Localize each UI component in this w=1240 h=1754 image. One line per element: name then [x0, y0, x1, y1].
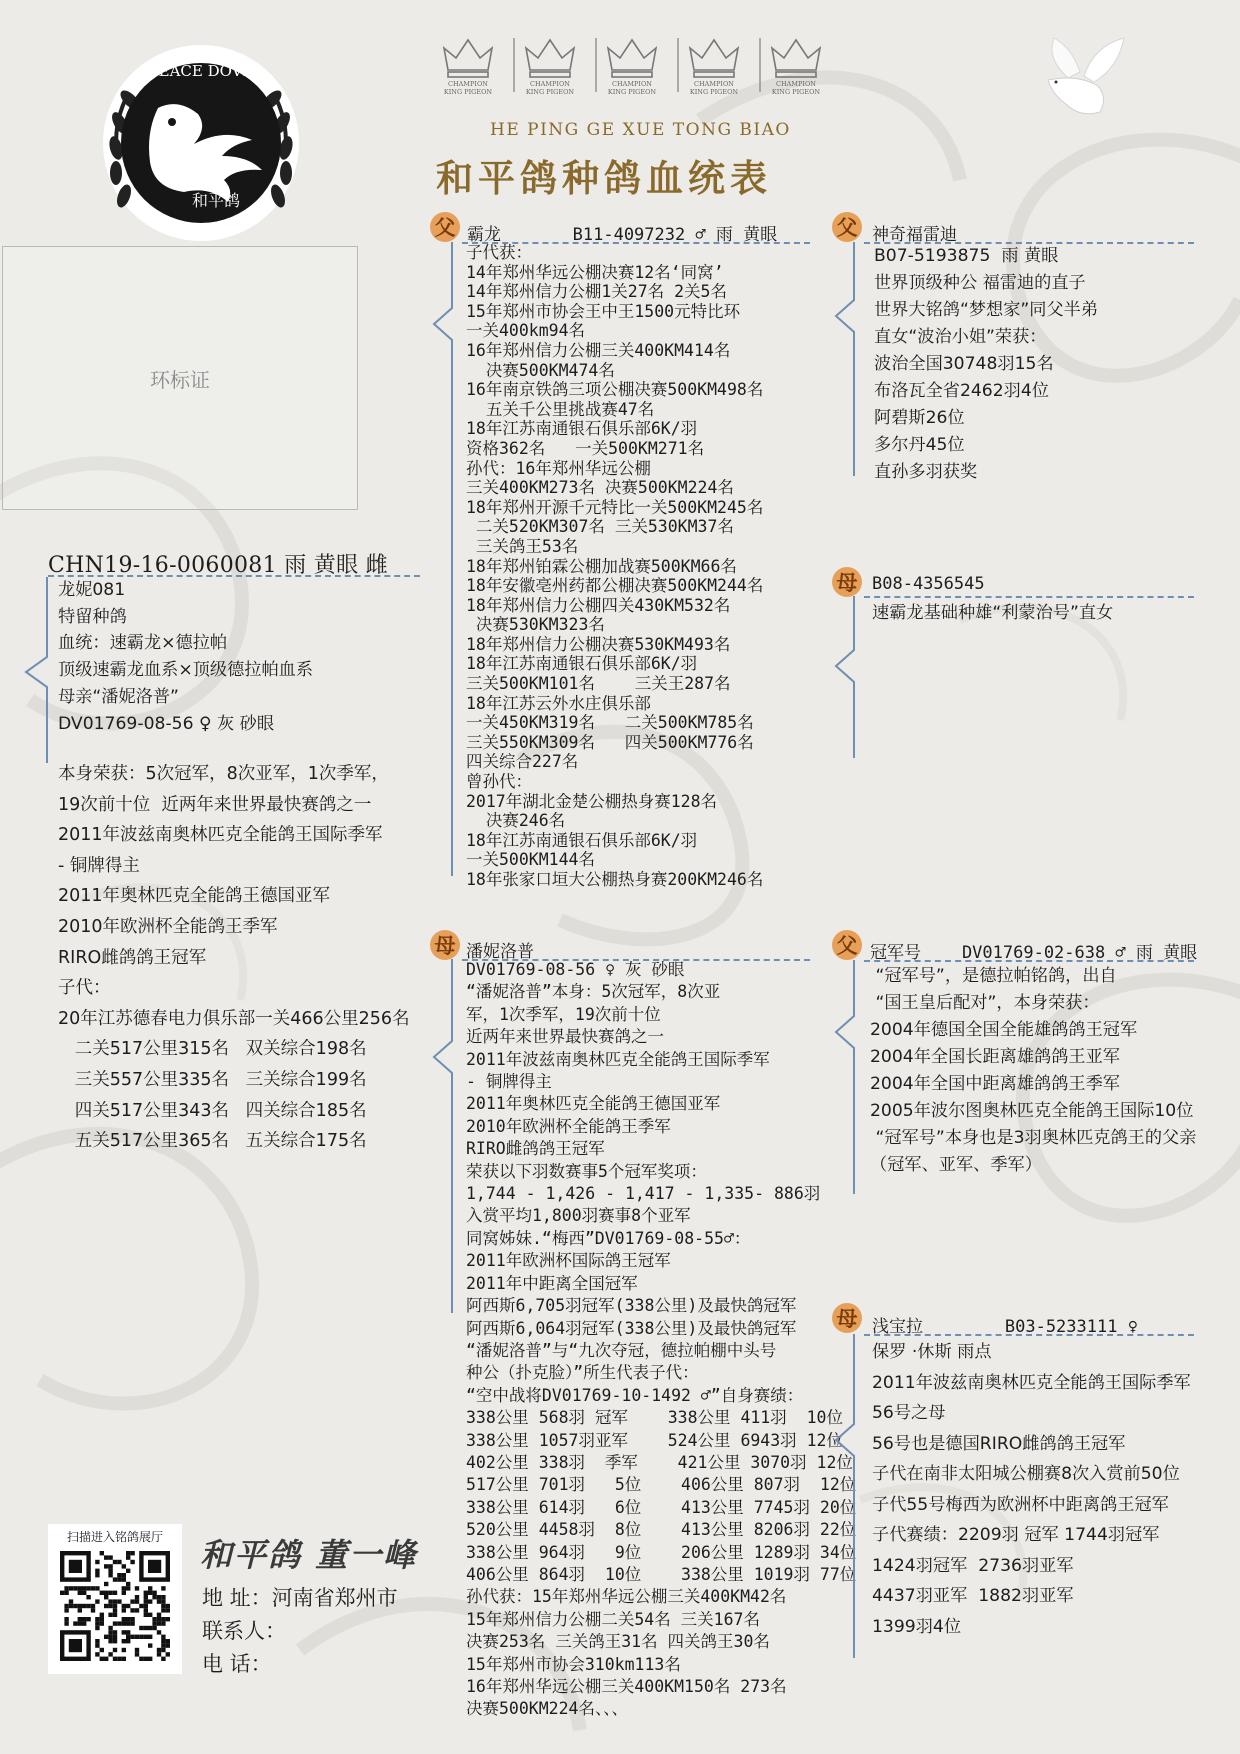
subject-line: 顶级速霸龙血系×顶级德拉帕血系 [58, 660, 314, 681]
sire-dam-badge: 母 [832, 567, 862, 597]
subject-honor: 三关557公里335名 三关综合199名 [58, 1069, 367, 1090]
dam-line: “潘妮洛普”本身：5次冠军，8次亚 [466, 982, 721, 1002]
sire-lines [466, 243, 763, 890]
dam-line: 406公里 864羽 10位 338公里 1019羽 77位 [466, 1564, 857, 1584]
sire-line: 决赛530KM323名 [466, 615, 605, 635]
peace-dove-logo-icon [96, 38, 306, 248]
subject-id: CHN19-16-0060081 雨 黄眼 雌 [48, 553, 388, 578]
sire-line: 二关520KM307名 三关530KM37名 [466, 517, 734, 537]
dam-line: “潘妮洛普”与“九次夺冠，德拉帕棚中头号 [466, 1340, 777, 1360]
dam-line: 15年郑州信力公棚二关54名 三关167名 [466, 1609, 760, 1629]
dam-line: “空中战将DV01769-10-1492 ♂”自身赛绩： [466, 1385, 804, 1405]
ring-certificate-label: 环标证 [150, 367, 210, 392]
dam-line: 338公里 964羽 9位 206公里 1289羽 34位 [466, 1542, 857, 1562]
crown-caption: KING PIGEON [443, 88, 493, 96]
phone-label: 电 话： [202, 1652, 272, 1676]
dam-line: 15年郑州市协会310km113名 [466, 1654, 681, 1674]
dam-dam-header: 浅宝拉 B03-5233111 ♀ [872, 1317, 1138, 1337]
subject-line: 特留种鸽 [58, 606, 127, 627]
sire-line: 15年郑州市协会王中王1500元特比环 [466, 301, 741, 321]
sire-sire-line: 阿碧斯26位 [874, 408, 965, 428]
dam-line: 2011年奥林匹克全能鸽王德国亚军 [466, 1094, 721, 1114]
dam-line: 2011年波兹南奥林匹克全能鸽王国际季军 [466, 1049, 770, 1069]
dam-dam-line: 子代赛绩：2209羽 冠军 1744羽冠军 [872, 1525, 1160, 1545]
dam-sire-line: 2005年波尔图奥林匹克全能鸽王国际10位 [870, 1101, 1194, 1121]
sire-badge: 父 [430, 212, 460, 242]
dam-line: 2011年中距离全国冠军 [466, 1273, 638, 1293]
dam-line: 决赛253名 三关鸽王31名 四关鸽王30名 [466, 1632, 770, 1652]
dam-dam-line: 保罗 ·休斯 雨点 [872, 1342, 992, 1362]
sire-line: 14年郑州信力公棚1关27名 2关5名 [466, 282, 727, 302]
dam-line: 种公（扑克脸）”所生代表子代： [466, 1363, 699, 1383]
dam-line: 517公里 701羽 5位 406公里 807羽 12位 [466, 1475, 857, 1495]
dam-line: 决赛500KM224名、、、 [466, 1699, 628, 1719]
ring-certificate-box [2, 246, 358, 510]
sire-line: 三关500KM101名 三关王287名 [466, 674, 731, 694]
subject-honor: 五关517公里365名 五关综合175名 [58, 1131, 367, 1152]
dam-line: 338公里 1057羽亚军 524公里 6943羽 12位 [466, 1430, 843, 1450]
dam-sire-line: “冠军号”本身也是3羽奥林匹克鸽王的父亲 [870, 1128, 1197, 1148]
dam-sire-line: “冠军号”，是德拉帕铭鸽，出自 [870, 966, 1117, 986]
qr-card[interactable] [48, 1524, 182, 1674]
subject-honor: - 铜牌得主 [58, 855, 140, 876]
dam-dam-line: 56号也是德国RIRO雌鸽鸽王冠军 [872, 1433, 1126, 1454]
dam-badge: 母 [430, 930, 460, 960]
crown-caption: CHAMPION [694, 80, 734, 88]
sire-line: 18年郑州开源千元特比一关500KM245名 [466, 497, 764, 517]
sire-line: 曾孙代： [466, 772, 532, 792]
sire-line: 16年郑州信力公棚三关400KM414名 [466, 340, 731, 360]
dam-sire-bracket [830, 958, 860, 1198]
sire-line: 18年郑州信力公棚决赛530KM493名 [466, 634, 731, 654]
dam-lines [466, 959, 856, 1721]
flying-dove-icon [1038, 30, 1138, 125]
dam-line: 1,744 - 1,426 - 1,417 - 1,335- 886羽 [466, 1184, 821, 1204]
dam-dam-line: 4437羽亚军 1882羽亚军 [872, 1586, 1074, 1606]
crown-caption: CHAMPION [530, 80, 570, 88]
dam-line: RIRO雌鸽鸽王冠军 [466, 1139, 605, 1159]
crown-icon [678, 38, 738, 96]
header-pinyin: HE PING GE XUE TONG BIAO [490, 120, 791, 140]
contact-label: 联系人： [202, 1619, 286, 1643]
dam-line: 荣获以下羽数赛事5个冠军奖项： [466, 1161, 707, 1181]
sire-header: 霸龙 B11-4097232 ♂ 雨 黄眼 [467, 225, 778, 245]
page-title: 和平鸽种鸽血统表 [436, 157, 772, 200]
dam-line: DV01769-08-56 ♀ 灰 砂眼 [466, 960, 685, 979]
sire-dam-line: 速霸龙基础种雄“利蒙治号”直女 [872, 603, 1114, 623]
crown-caption: KING PIGEON [689, 88, 739, 96]
crown-icon [444, 40, 493, 96]
crown-caption: CHAMPION [776, 80, 816, 88]
sire-line: 三关400KM273名 决赛500KM224名 [466, 478, 734, 498]
dam-dam-line: 1399羽4位 [872, 1616, 962, 1637]
sire-sire-line: 波治全国30748羽15名 [874, 354, 1054, 374]
address-value: 河南省郑州市 [271, 1586, 398, 1610]
crown-row [428, 30, 838, 100]
sire-line: 14年郑州华远公棚决赛12名‘同窝’ [466, 262, 724, 282]
sire-sire-lines [874, 243, 1098, 486]
sire-line: 18年郑州信力公棚四关430KM532名 [466, 595, 731, 615]
signature: 和平鸽 董一峰 [200, 1536, 418, 1574]
subject-honor: 子代： [58, 978, 111, 999]
sire-sire-line: 直孙多羽获奖 [874, 462, 978, 482]
crown-caption: CHAMPION [448, 80, 488, 88]
crown-icon [760, 38, 820, 96]
sire-line: 18年安徽亳州药都公棚决赛500KM244名 [466, 576, 764, 596]
dam-line: 同窝姊妹.“梅西”DV01769-08-55♂： [466, 1228, 751, 1248]
crown-icon [596, 38, 656, 96]
sire-sire-line: 世界大铭鸽“梦想家”同父半弟 [874, 300, 1099, 320]
dam-line: 16年郑州华远公棚三关400KM150名 273名 [466, 1677, 787, 1696]
dam-sire-line: 2004年全国长距离雄鸽鸽王亚军 [870, 1047, 1120, 1067]
sire-line: 三关鸽王53名 [466, 536, 579, 556]
dam-sire-badge: 父 [832, 930, 862, 960]
dam-line: 402公里 338羽 季军 421公里 3070羽 12位 [466, 1452, 853, 1472]
dam-dam-line: 56号之母 [872, 1403, 946, 1423]
subject-honors [58, 759, 410, 1157]
dam-sire-line: 2004年全国中距离雄鸽鸽王季军 [870, 1074, 1120, 1094]
sire-line: 16年南京铁鸽三项公棚决赛500KM498名 [466, 380, 764, 400]
subject-honor: 20年江苏德春电力俱乐部一关466公里256名 [58, 1008, 410, 1029]
dam-dam-bracket [830, 1332, 860, 1662]
crown-caption: CHAMPION [612, 80, 652, 88]
sire-dam-bracket [830, 594, 860, 762]
dam-line: 孙代获：15年郑州华远公棚三关400KM42名 [466, 1587, 787, 1607]
dam-line: 阿西斯6,064羽冠军(338公里)及最快鸽冠军 [466, 1318, 797, 1338]
dam-sire-lines [870, 963, 1196, 1179]
dam-dam-line: 子代在南非太阳城公棚赛8次入赏前50位 [872, 1464, 1180, 1484]
sire-line: 五关千公里挑战赛47名 [466, 399, 655, 419]
logo-center-text: 和平鸽 [191, 191, 241, 210]
sire-bracket [428, 240, 458, 880]
subject-lines [58, 577, 313, 737]
crown-caption: KING PIGEON [607, 88, 657, 96]
dam-line: 入赏平均1,800羽赛事8个亚军 [466, 1206, 691, 1226]
sire-sire-badge: 父 [832, 212, 862, 242]
dam-dam-line: 子代55号梅西为欧洲杯中距离鸽王冠军 [872, 1494, 1169, 1515]
subject-line: 血统：速霸龙×德拉帕 [58, 633, 228, 654]
sire-line: 18年江苏云外水庄俱乐部 [466, 693, 651, 713]
dam-line: 近两年来世界最快赛鸽之一 [466, 1027, 664, 1047]
logo-top-text: PEACE DOVE [148, 62, 254, 80]
subject-line: DV01769-08-56 ♀ 灰 砂眼 [58, 713, 275, 734]
dam-line: 520公里 4458羽 8位 413公里 8206羽 22位 [466, 1520, 857, 1540]
sire-line: 一关500KM144名 [466, 850, 595, 870]
dam-bracket [428, 957, 458, 1317]
sire-line: 18年郑州铂霖公棚加战赛500KM66名 [466, 556, 737, 576]
subject-honor: RIRO雌鸽鸽王冠军 [58, 947, 207, 968]
sire-dam-header: B08-4356545 [872, 574, 985, 594]
sire-line: 决赛500KM474名 [466, 360, 615, 380]
subject-honor: 本身荣获：5次冠军，8次亚军，1次季军， [58, 764, 389, 784]
sire-sire-header: 神奇福雷迪 [872, 225, 957, 245]
dam-sire-line: （冠军、亚军、季军） [870, 1155, 1042, 1175]
sire-line: 一关450KM319名 二关500KM785名 [466, 713, 754, 733]
dam-line: 军，1次季军，19次前十位 [466, 1004, 661, 1024]
dam-line: 2010年欧洲杯全能鸽王季军 [466, 1116, 671, 1136]
sire-dam-lines [872, 600, 1113, 627]
sire-line: 四关综合227名 [466, 752, 579, 772]
subject-line: 母亲“潘妮洛普” [58, 686, 179, 707]
sire-sire-line: 多尔丹45位 [874, 435, 965, 455]
subject-honor: 二关517公里315名 双关综合198名 [58, 1039, 367, 1060]
sire-line: 一关400km94名 [466, 321, 586, 341]
address-label: 地 址： [202, 1586, 272, 1610]
subject-honor: 2011年波兹南奥林匹克全能鸽王国际季军 [58, 825, 383, 846]
sire-sire-line: 布洛瓦全省2462羽4位 [874, 381, 1049, 401]
subject-honor: 四关517公里343名 四关综合185名 [58, 1100, 367, 1121]
crown-caption: KING PIGEON [525, 88, 575, 96]
subject-honor: 2011年奥林匹克全能鸽王德国亚军 [58, 886, 331, 907]
subject-bracket [20, 575, 50, 765]
dam-line: 338公里 614羽 6位 413公里 7745羽 20位 [466, 1497, 857, 1517]
sire-line: 资格362名 一关500KM271名 [466, 438, 705, 458]
sire-line: 2017年湖北金楚公棚热身赛128名 [466, 791, 718, 811]
dam-sire-line: “国王皇后配对”，本身荣获： [870, 993, 1100, 1013]
subject-honor: 2010年欧洲杯全能鸽王季军 [58, 916, 278, 937]
sire-line: 决赛246名 [466, 811, 566, 831]
dam-dam-line: 2011年波兹南奥林匹克全能鸽王国际季军 [872, 1372, 1191, 1393]
sire-line: 18年江苏南通银石俱乐部6K/羽 [466, 830, 698, 850]
sire-line: 18年张家口垣大公棚热身赛200KM246名 [466, 870, 764, 889]
sire-sire-line: B07-5193875 雨 黄眼 [874, 246, 1059, 266]
dam-sire-header: 冠军号 DV01769-02-638 ♂ 雨 黄眼 [870, 943, 1198, 963]
subject-line: 龙妮081 [58, 580, 126, 600]
sire-sire-line: 世界顶级种公 福雷迪的直子 [874, 273, 1086, 293]
sire-sire-bracket [830, 240, 860, 480]
dam-line: 2011年欧洲杯国际鸽王冠军 [466, 1251, 671, 1271]
dam-line: 338公里 568羽 冠军 338公里 411羽 10位 [466, 1408, 843, 1428]
sire-line: 三关550KM309名 四关500KM776名 [466, 732, 754, 752]
sire-line: 子代获： [466, 243, 532, 262]
sire-line: 18年江苏南通银石俱乐部6K/羽 [466, 654, 698, 674]
qr-label: 扫描进入铭鸽展厅 [66, 1530, 163, 1544]
sire-line: 孙代：16年郑州华远公棚 [466, 458, 651, 478]
dam-dam-badge: 母 [832, 1303, 862, 1333]
sire-line: 18年江苏南通银石俱乐部6K/羽 [466, 419, 698, 439]
contact-block [202, 1582, 398, 1681]
dam-sire-line: 2004年德国全国全能雄鸽鸽王冠军 [870, 1020, 1138, 1040]
dam-header: 潘妮洛普 [466, 942, 534, 962]
crown-icon [514, 38, 574, 96]
dam-dam-lines [872, 1337, 1191, 1642]
crown-caption: KING PIGEON [771, 88, 821, 96]
dam-dam-line: 1424羽冠军 2736羽亚军 [872, 1555, 1074, 1576]
dam-line: - 铜牌得主 [466, 1072, 552, 1092]
sire-sire-line: 直女“波治小姐”荣获： [874, 327, 1047, 347]
qr-code-icon [48, 1545, 182, 1671]
subject-honor: 19次前十位 近两年来世界最快赛鸽之一 [58, 794, 372, 815]
dam-line: 阿西斯6,705羽冠军(338公里)及最快鸽冠军 [466, 1296, 797, 1316]
